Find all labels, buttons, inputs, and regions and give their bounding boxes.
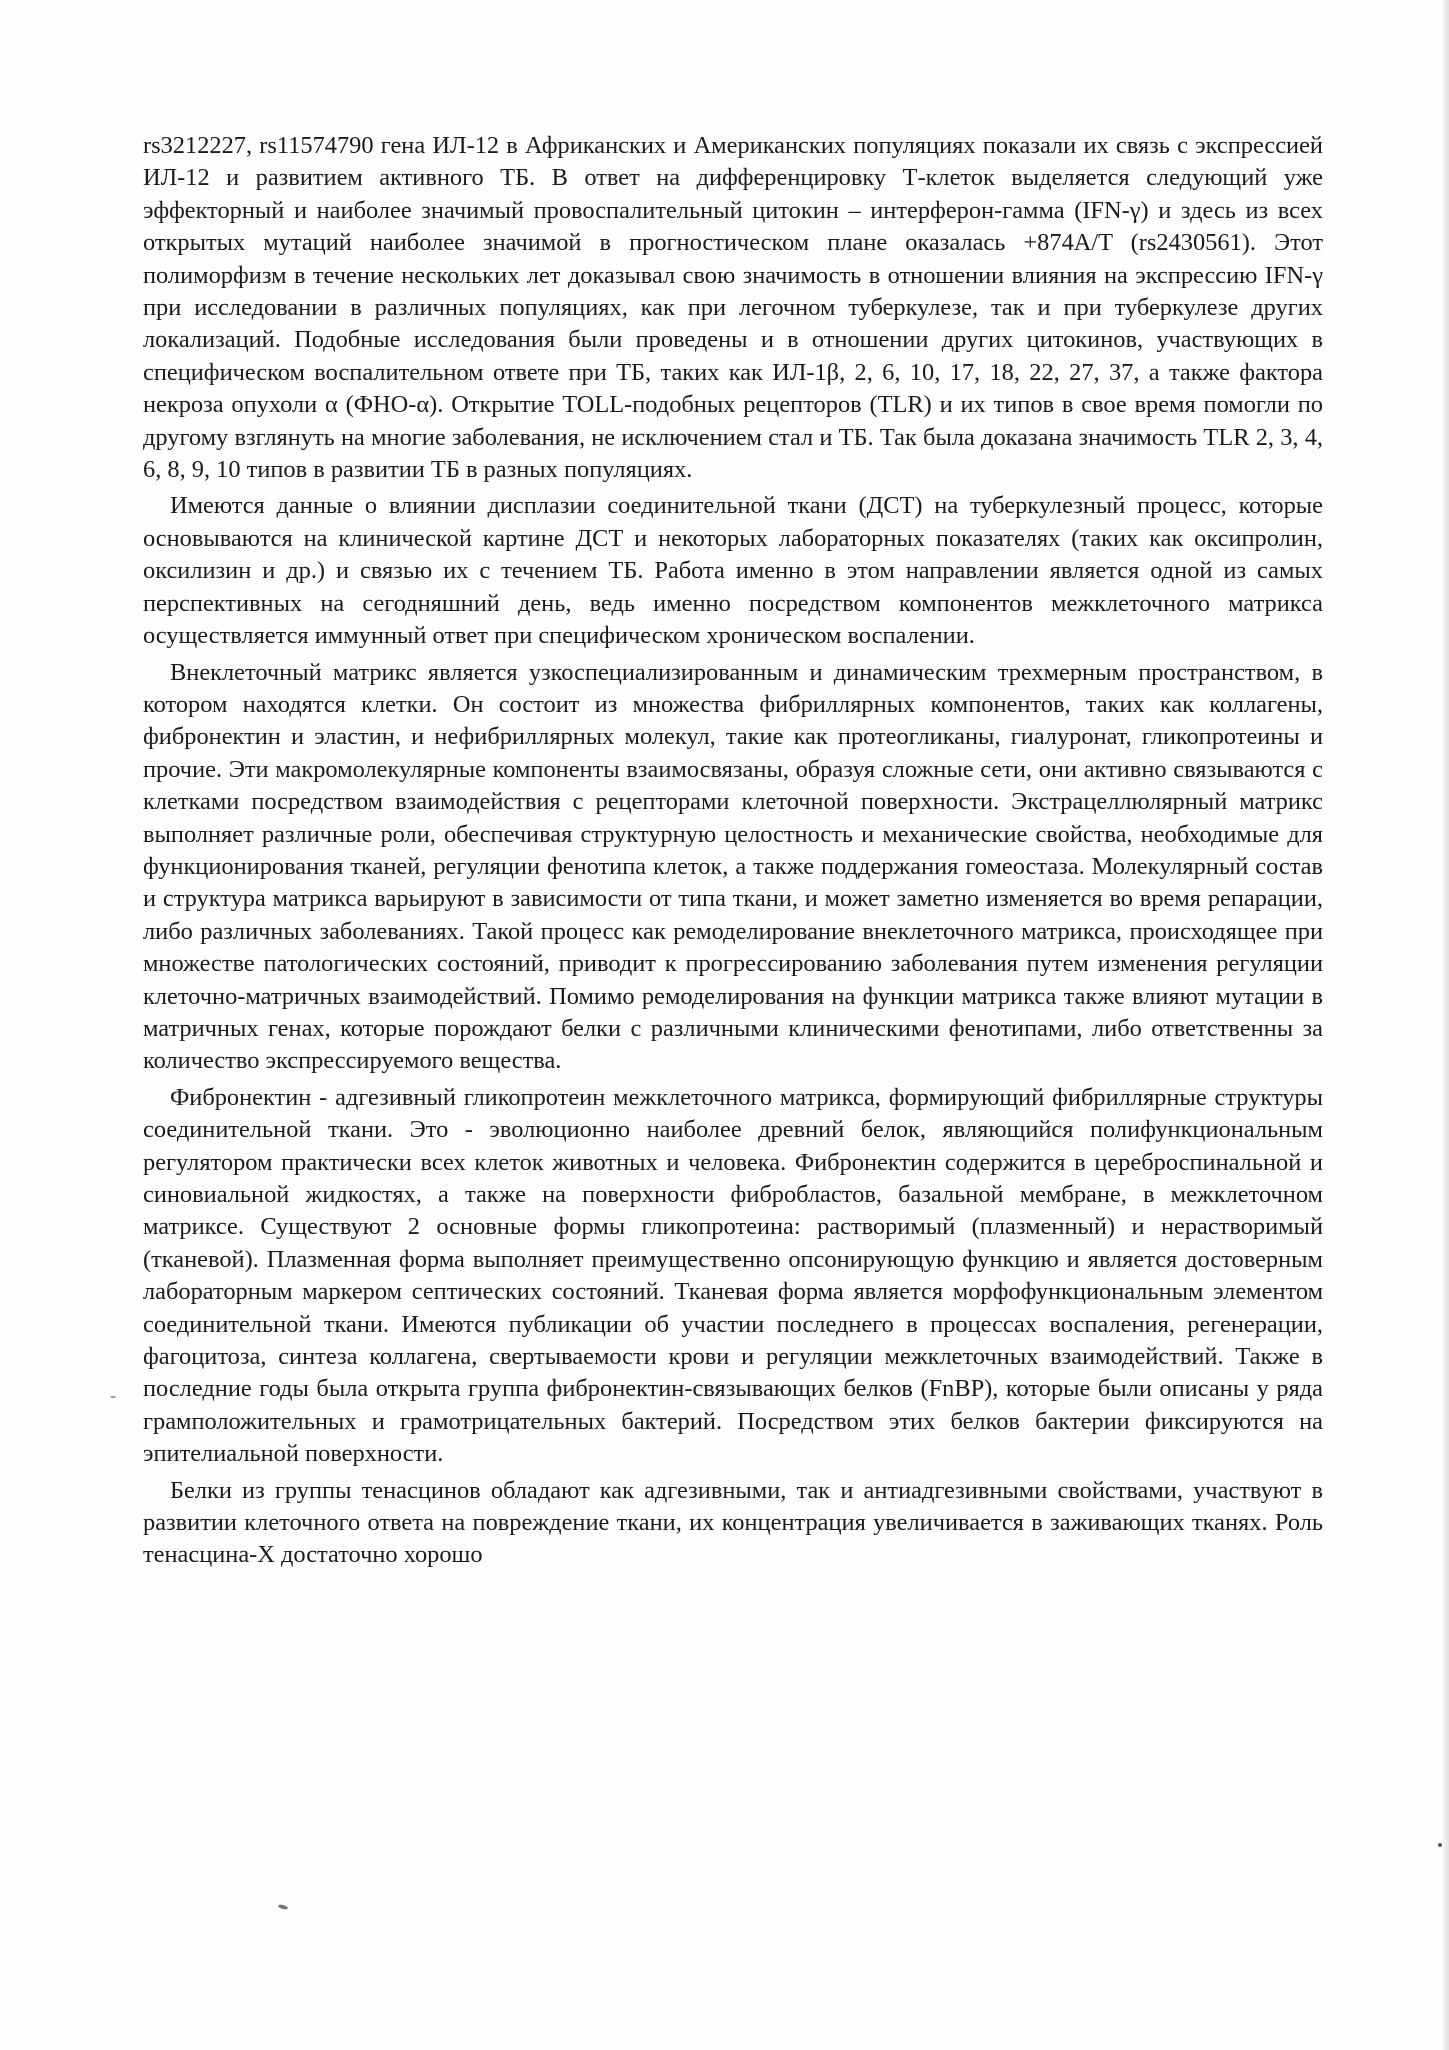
document-body <box>143 130 1323 1576</box>
scan-speck <box>1438 1843 1442 1847</box>
paragraph-3: Внеклеточный матрикс является узкоспециализированным и динамическим трехмерным пространством, в котором находятся клетки. Он состоит из множества фибриллярных компонентов, таких как коллагены, фибронектин и эластин, и нефибриллярных молекул, такие как протеогликаны, гиалуронат, гликопротеины и прочие. Эти макромолекулярные компоненты взаимосвязаны, образуя сложные сети, они активно связываются с клетками посредством взаимодействия с рецепторами клеточной поверхности. Экстрацеллюлярный матрикс выполняет различные роли, обеспечивая структурную целостность и механические свойства, необходимые для функционирования тканей, регуляции фенотипа клеток, а также поддержания гомеостаза. Молекулярный состав и структура матрикса варьируют в зависимости от типа ткани, и может заметно изменяется во время репарации, либо различных заболеваниях. Такой процесс как ремоделирование внеклеточного матрикса, происходящее при множестве патологических состояний, приводит к прогрессированию заболевания путем изменения регуляции клеточно-матричных взаимодействий. Помимо ремоделирования на функции матрикса также влияют мутации в матричных генах, которые порождают белки с различными клиническими фенотипами, либо ответственны за количество экспрессируемого вещества. <box>143 658 1323 1075</box>
scan-speck <box>278 1904 289 1910</box>
scan-speck <box>110 1396 116 1398</box>
scan-edge-shadow <box>1443 0 1449 2050</box>
paragraph-5: Белки из группы тенасцинов обладают как адгезивными, так и антиадгезивными свойствами, участвуют в развитии клеточного ответа на повреждение ткани, их концентрация увеличивается в заживающих тканях. Роль тенасцина-Х достаточно хорошо <box>143 1476 1323 1569</box>
paragraph-1: rs3212227, rs11574790 гена ИЛ-12 в Африканских и Американских популяциях показали их связь с экспрессией ИЛ-12 и развитием активного ТБ. В ответ на дифференцировку Т-клеток выделяется следующий уже эффекторный и наиболее значимый провоспалительный цитокин – интерферон-гамма (IFN-γ) и здесь из всех открытых мутаций наиболее значимой в прогностическом плане оказалась +874A/T (rs2430561). Этот полиморфизм в течение нескольких лет доказывал свою значимость в отношении влияния на экспрессию IFN-γ при исследовании в различных популяциях, как при легочном туберкулезе, так и при туберкулезе других локализаций. Подобные исследования были проведены и в отношении других цитокинов, участвующих в специфическом воспалительном ответе при ТБ, таких как ИЛ-1β, 2, 6, 10, 17, 18, 22, 27, 37, а также фактора некроза опухоли α (ФНО-α). Открытие TOLL-подобных рецепторов (TLR) и их типов в свое время помогли по другому взглянуть на многие заболевания, не исключением стал и ТБ. Так была доказана значимость TLR 2, 3, 4, 6, 8, 9, 10 типов в развитии ТБ в разных популяциях. <box>143 132 1323 484</box>
paragraph-4: Фибронектин - адгезивный гликопротеин межклеточного матрикса, формирующий фибриллярные структуры соединительной ткани. Это - эволюционно наиболее древний белок, являющийся полифункциональным регулятором практически всех клеток животных и человека. Фибронектин содержится в цереброспинальной и синовиальной жидкостях, а также на поверхности фибробластов, базальной мембране, в межклеточном матриксе. Существуют 2 основные формы гликопротеина: растворимый (плазменный) и нерастворимый (тканевой). Плазменная форма выполняет преимущественно опсонирующую функцию и является достоверным лабораторным маркером септических состояний. Тканевая форма является морфофункциональным элементом соединительной ткани. Имеются публикации об участии последнего в процессах воспаления, регенерации, фагоцитоза, синтеза коллагена, свертываемости крови и регуляции межклеточных взаимодействий. Также в последние годы была открыта группа фибронектин-связывающих белков (FnBP), которые были описаны у ряда грамположительных и грамотрицательных бактерий. Посредством этих белков бактерии фиксируются на эпителиальной поверхности. <box>143 1083 1323 1468</box>
paragraph-2: Имеются данные о влиянии дисплазии соединительной ткани (ДСТ) на туберкулезный процесс, которые основываются на клинической картине ДСТ и некоторых лабораторных показателях (таких как оксипролин, оксилизин и др.) и связью их с течением ТБ. Работа именно в этом направлении является одной из самых перспективных на сегодняшний день, ведь именно посредством компонентов межклеточного матрикса осуществляется иммунный ответ при специфическом хроническом воспалении. <box>143 492 1323 650</box>
